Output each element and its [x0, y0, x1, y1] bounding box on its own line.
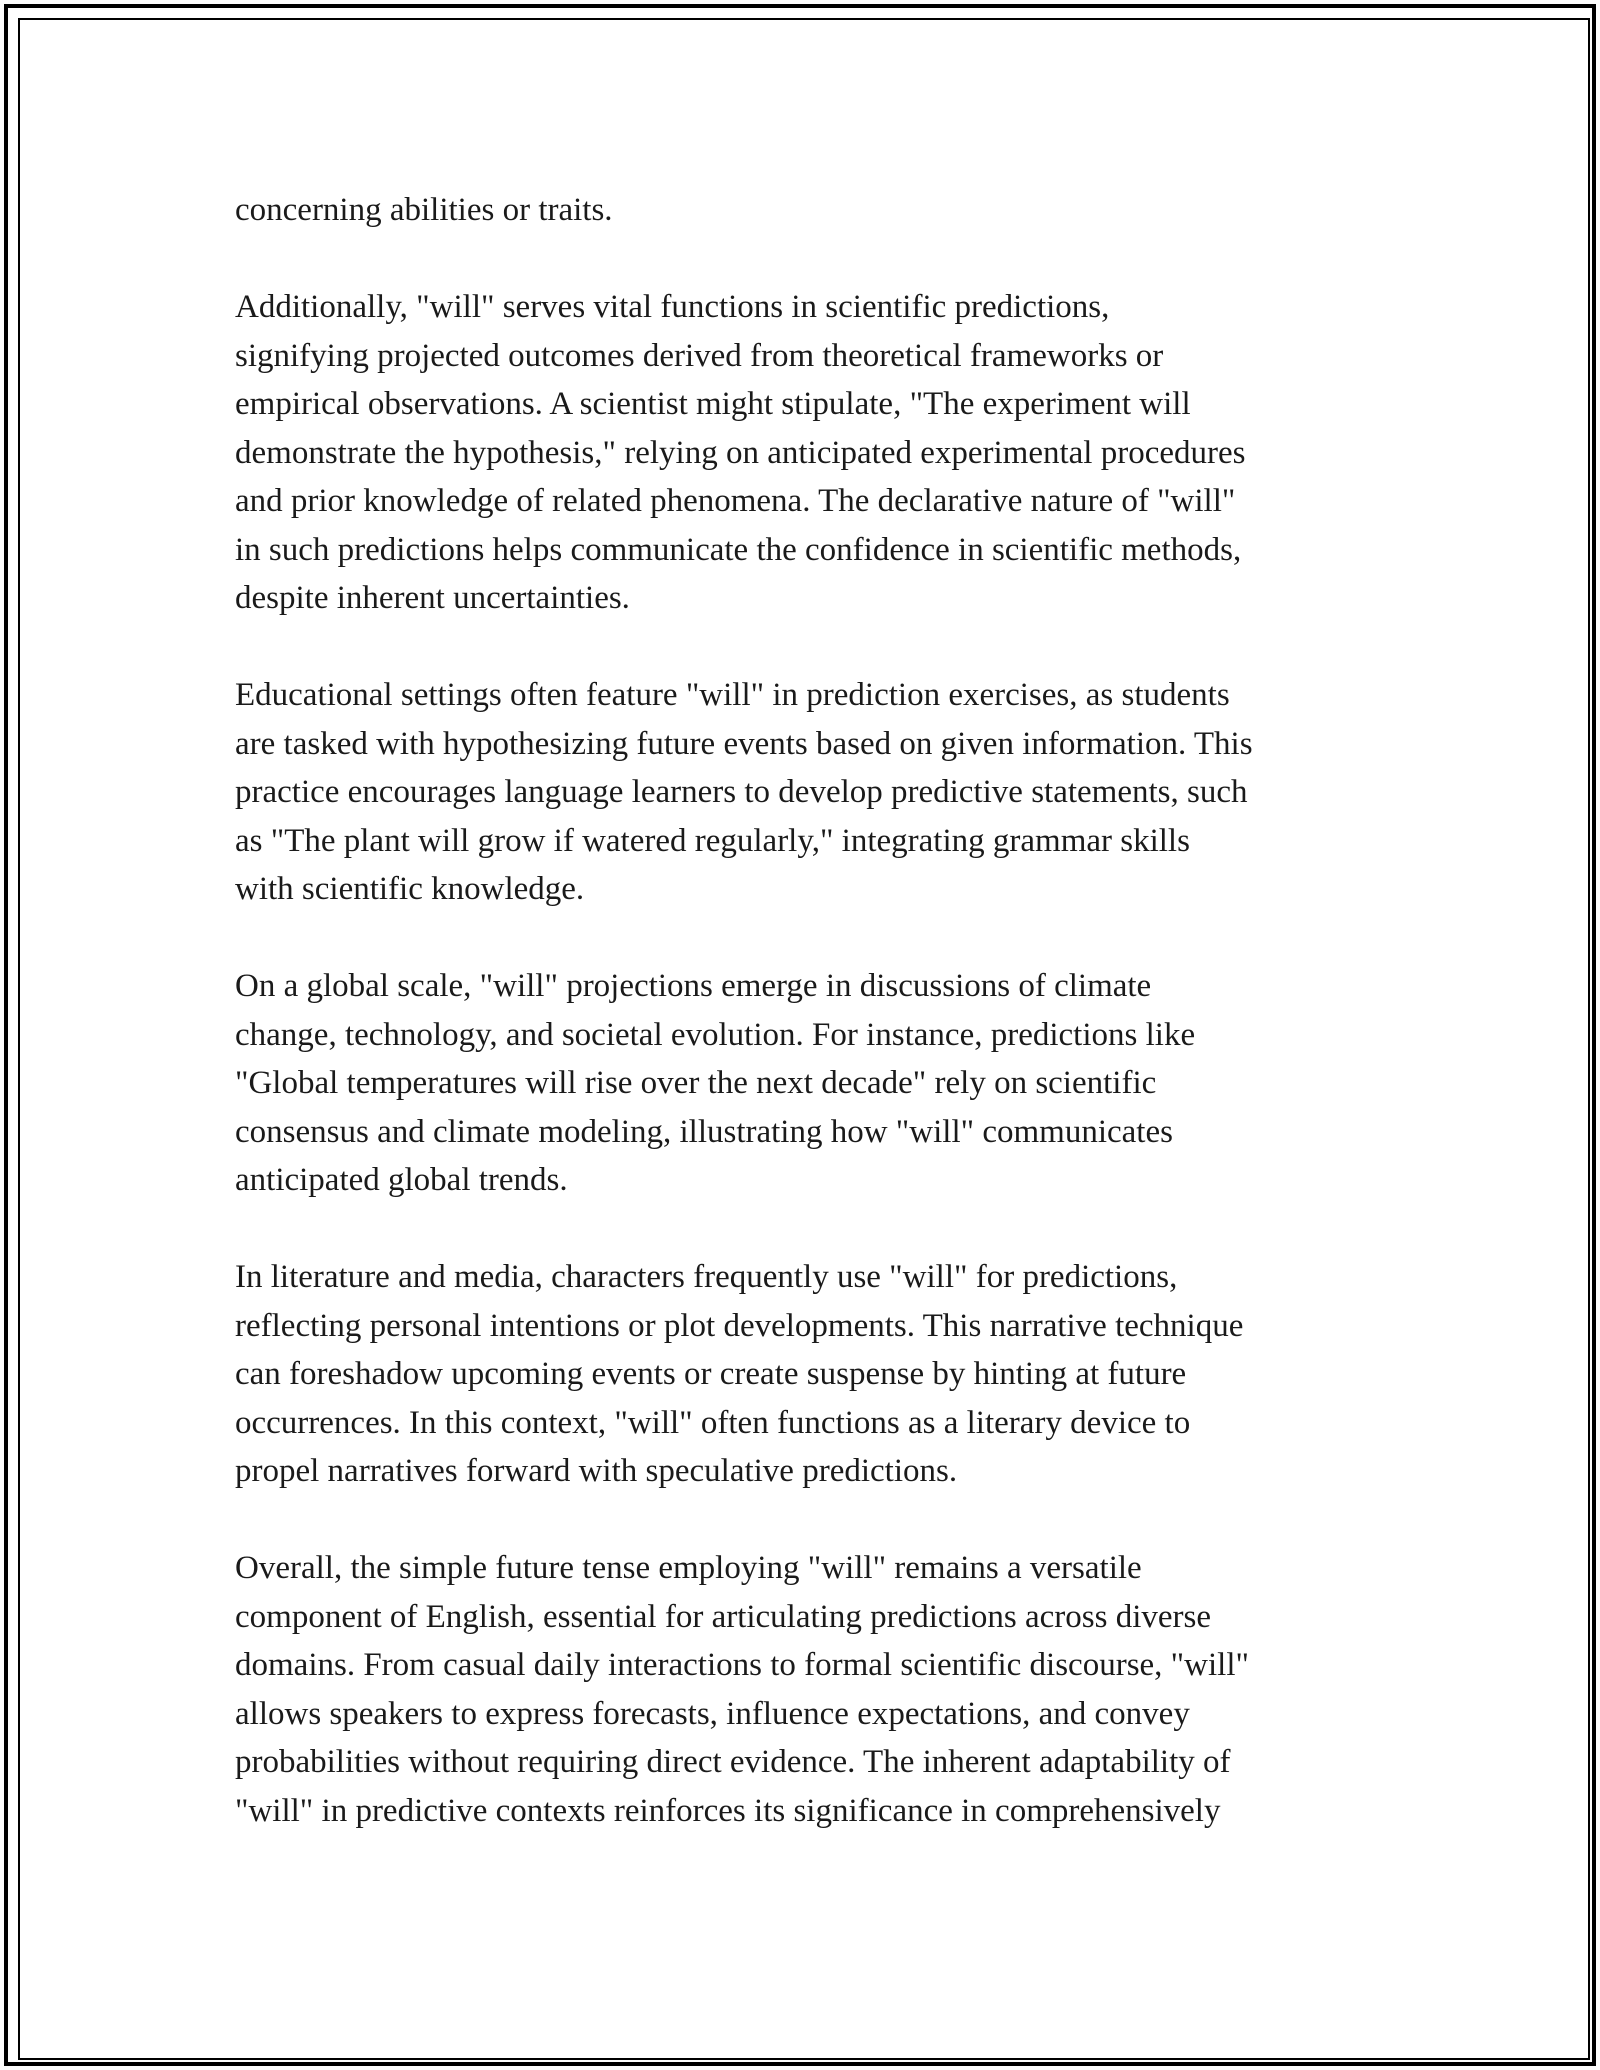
paragraph-3: Educational settings often feature "will" in prediction exercises, as students are tasked with hypothesizing future events based on given information. This practice encourages language learners to develop predictive statements, such as "The plant will grow if watered regularly," integrating grammar skills with scientific knowledge. [235, 677, 1253, 907]
document-body [235, 186, 1390, 1884]
paragraph-4: On a global scale, "will" projections emerge in discussions of climate change, technology, and societal evolution. For instance, predictions like "Global temperatures will rise over the next decade" rely on scientific consensus and climate modeling, illustrating how "will" communicates anticipated global trends. [235, 968, 1196, 1198]
paragraph-2: Additionally, "will" serves vital functions in scientific predictions, signifying projected outcomes derived from theoretical frameworks or empirical observations. A scientist might stipulate, "The experiment will demonstrate the hypothesis," relying on anticipated experimental procedures and prior knowledge of related phenomena. The declarative nature of "will" in such predictions helps communicate the confidence in scientific methods, despite inherent uncertainties. [235, 289, 1246, 616]
paragraph-5: In literature and media, characters frequently use "will" for predictions, reflecting personal intentions or plot developments. This narrative technique can foreshadow upcoming events or create suspense by hinting at future occurrences. In this context, "will" often functions as a literary device to propel narratives forward with speculative predictions. [235, 1259, 1244, 1489]
paragraph-1: concerning abilities or traits. [235, 192, 613, 228]
paragraph-6: Overall, the simple future tense employing "will" remains a versatile component of English, essential for articulating predictions across diverse domains. From casual daily interactions to formal scientific discourse, "will" allows speakers to express forecasts, influence expectations, and convey probabilities without requiring direct evidence. The inherent adaptability of "will" in predictive contexts reinforces its significance in comprehensively [235, 1550, 1249, 1829]
